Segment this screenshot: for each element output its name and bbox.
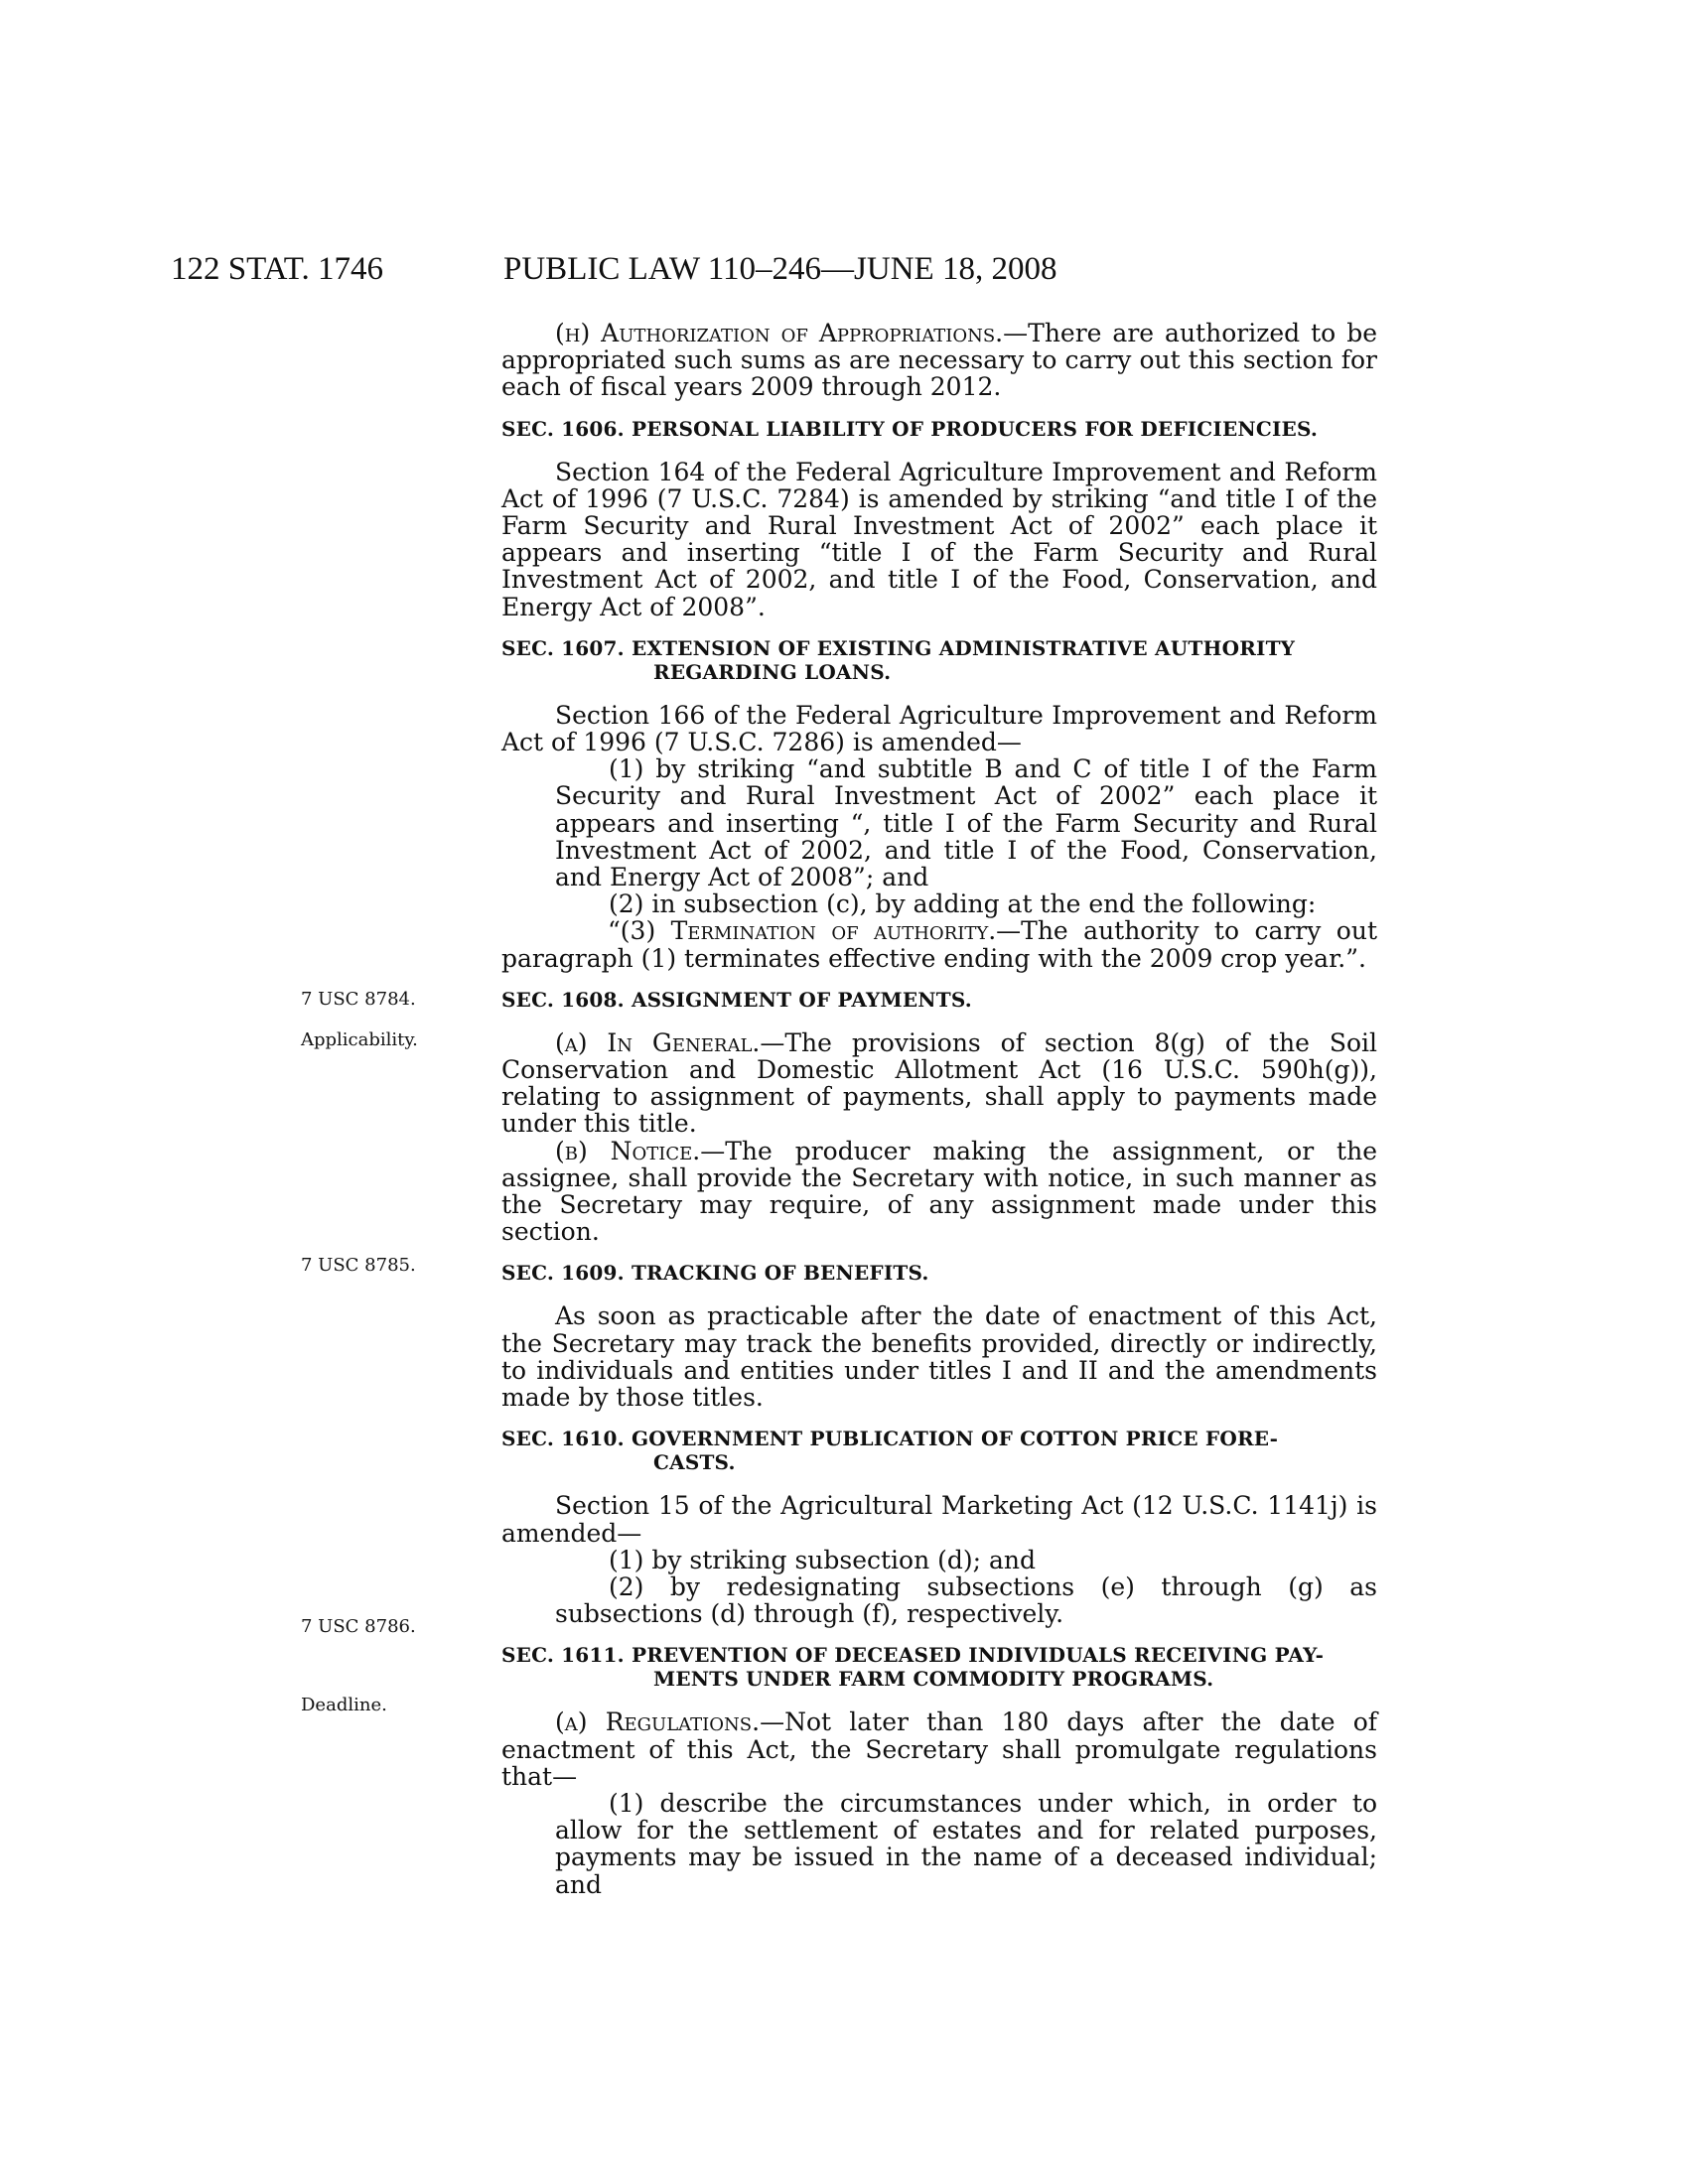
- sec-1608-a-heading: (a) In General.: [555, 1027, 761, 1057]
- sec-1611-subsection-a: [501, 1708, 1377, 1790]
- sec-1610-title: [501, 1427, 1377, 1474]
- margin-note-7-usc-8786: 7 USC 8786.: [301, 1616, 416, 1637]
- sec-1611-title-line2: MENTS UNDER FARM COMMODITY PROGRAMS.: [653, 1667, 1214, 1692]
- subsection-h-text: —There are authorized to be appropriated such sums as are necessary to carry out this section for each of fiscal years 2009 through 2012.: [501, 319, 1378, 402]
- statute-page-number: 122 STAT. 1746: [171, 251, 384, 287]
- margin-note-7-usc-8785: 7 USC 8785.: [301, 1255, 416, 1276]
- sec-1610-intro: Section 15 of the Agricultural Marketing Act (12 U.S.C. 1141j) is amended—: [501, 1491, 1377, 1548]
- margin-note-deadline: Deadline.: [301, 1695, 387, 1715]
- sec-1607-paragraph-2: (2) in subsection (c), by adding at the end the following:: [609, 889, 1317, 919]
- document-body: [501, 320, 1377, 1898]
- margin-note-applicability: Applicability.: [301, 1029, 418, 1050]
- sec-1608-subsection-b: [501, 1138, 1377, 1246]
- sec-1607-title-line2: REGARDING LOANS.: [653, 659, 892, 684]
- sec-1608-title: SEC. 1608. ASSIGNMENT OF PAYMENTS.: [501, 987, 972, 1012]
- sec-1610-title-line2: CASTS.: [653, 1450, 736, 1475]
- subsection-h-heading: (h) Authorization of Appropriations.: [555, 319, 1004, 347]
- sec-1611-a-text: —Not later than 180 days after the date of enactment of this Act, the Secretary shall promulgate regulations that—: [501, 1707, 1377, 1791]
- sec-1608-b-heading: (b) Notice.: [555, 1136, 701, 1165]
- sec-1608-b-text: —The producer making the assignment, or the assignee, shall provide the Secretary with notice, in such manner as the Secretary may require, of any assignment made under this section.: [501, 1136, 1377, 1247]
- sec-1611-a-heading: (a) Regulations.: [555, 1707, 761, 1737]
- sec-1607-paragraph-3-heading: “(3) Termination of authority.: [608, 916, 997, 946]
- sec-1606-title: SEC. 1606. PERSONAL LIABILITY OF PRODUCERS FOR DEFICIENCIES.: [501, 416, 1319, 441]
- sec-1607-intro: Section 166 of the Federal Agriculture Improvement and Reform Act of 1996 (7 U.S.C. 7286) is amended—: [501, 700, 1377, 757]
- sec-1607-paragraph-3-text: —The authority to carry out paragraph (1) terminates effective ending with the 2009 crop year.”.: [501, 916, 1377, 973]
- subsection-h: [501, 320, 1377, 401]
- public-law-title: PUBLIC LAW 110–246—JUNE 18, 2008: [503, 251, 1057, 287]
- sec-1607-paragraph-3: [501, 917, 1377, 971]
- sec-1608-subsection-a: [501, 1029, 1377, 1138]
- sec-1609-title: SEC. 1609. TRACKING OF BENEFITS.: [501, 1261, 929, 1286]
- sec-1608-a-text: —The provisions of section 8(g) of the Soil Conservation and Domestic Allotment Act (16 U.S.C. 590h(g)), relating to assignment of payments, shall apply to payments made under this title.: [501, 1027, 1377, 1139]
- sec-1610-title-line1: SEC. 1610. GOVERNMENT PUBLICATION OF COTTON PRICE FORE-: [501, 1427, 1279, 1451]
- sec-1607-title-line1: SEC. 1607. EXTENSION OF EXISTING ADMINISTRATIVE AUTHORITY: [501, 635, 1296, 660]
- sec-1611-paragraph-1: (1) describe the circumstances under which, in order to allow for the settlement of estates and for related purposes, payments may be issued in the name of a deceased individual; and: [555, 1788, 1377, 1899]
- margin-note-7-usc-8784: 7 USC 8784.: [301, 989, 416, 1010]
- sec-1609-text: As soon as practicable after the date of enactment of this Act, the Secretary may track the benefits provided, directly or indirectly, to individuals and entities under titles I and II and the amendments made by those titles.: [501, 1301, 1377, 1413]
- sec-1607-paragraph-1: (1) by striking “and subtitle B and C of title I of the Farm Security and Rural Investment Act of 2002” each place it appears and inserting “, title I of the Farm Security and Rural Investment Act of 2002, and title I of the Food, Conservation, and Energy Act of 2008”; and: [555, 754, 1377, 892]
- sec-1610-paragraph-2: (2) by redesignating subsections (e) through (g) as subsections (d) through (f), respectively.: [555, 1571, 1377, 1629]
- sec-1606-text: Section 164 of the Federal Agriculture Improvement and Reform Act of 1996 (7 U.S.C. 7284) is amended by striking “and title I of the Farm Security and Rural Investment Act of 2002” each place it appears and inserting “title I of the Farm Security and Rural Investment Act of 2002, and title I of the Food, Conservation, and Energy Act of 2008”.: [501, 457, 1377, 621]
- sec-1607-title: [501, 636, 1377, 684]
- sec-1610-paragraph-1: (1) by striking subsection (d); and: [609, 1545, 1037, 1574]
- sec-1611-title-line1: SEC. 1611. PREVENTION OF DECEASED INDIVIDUALS RECEIVING PAY-: [501, 1643, 1325, 1668]
- sec-1611-title: [501, 1643, 1377, 1691]
